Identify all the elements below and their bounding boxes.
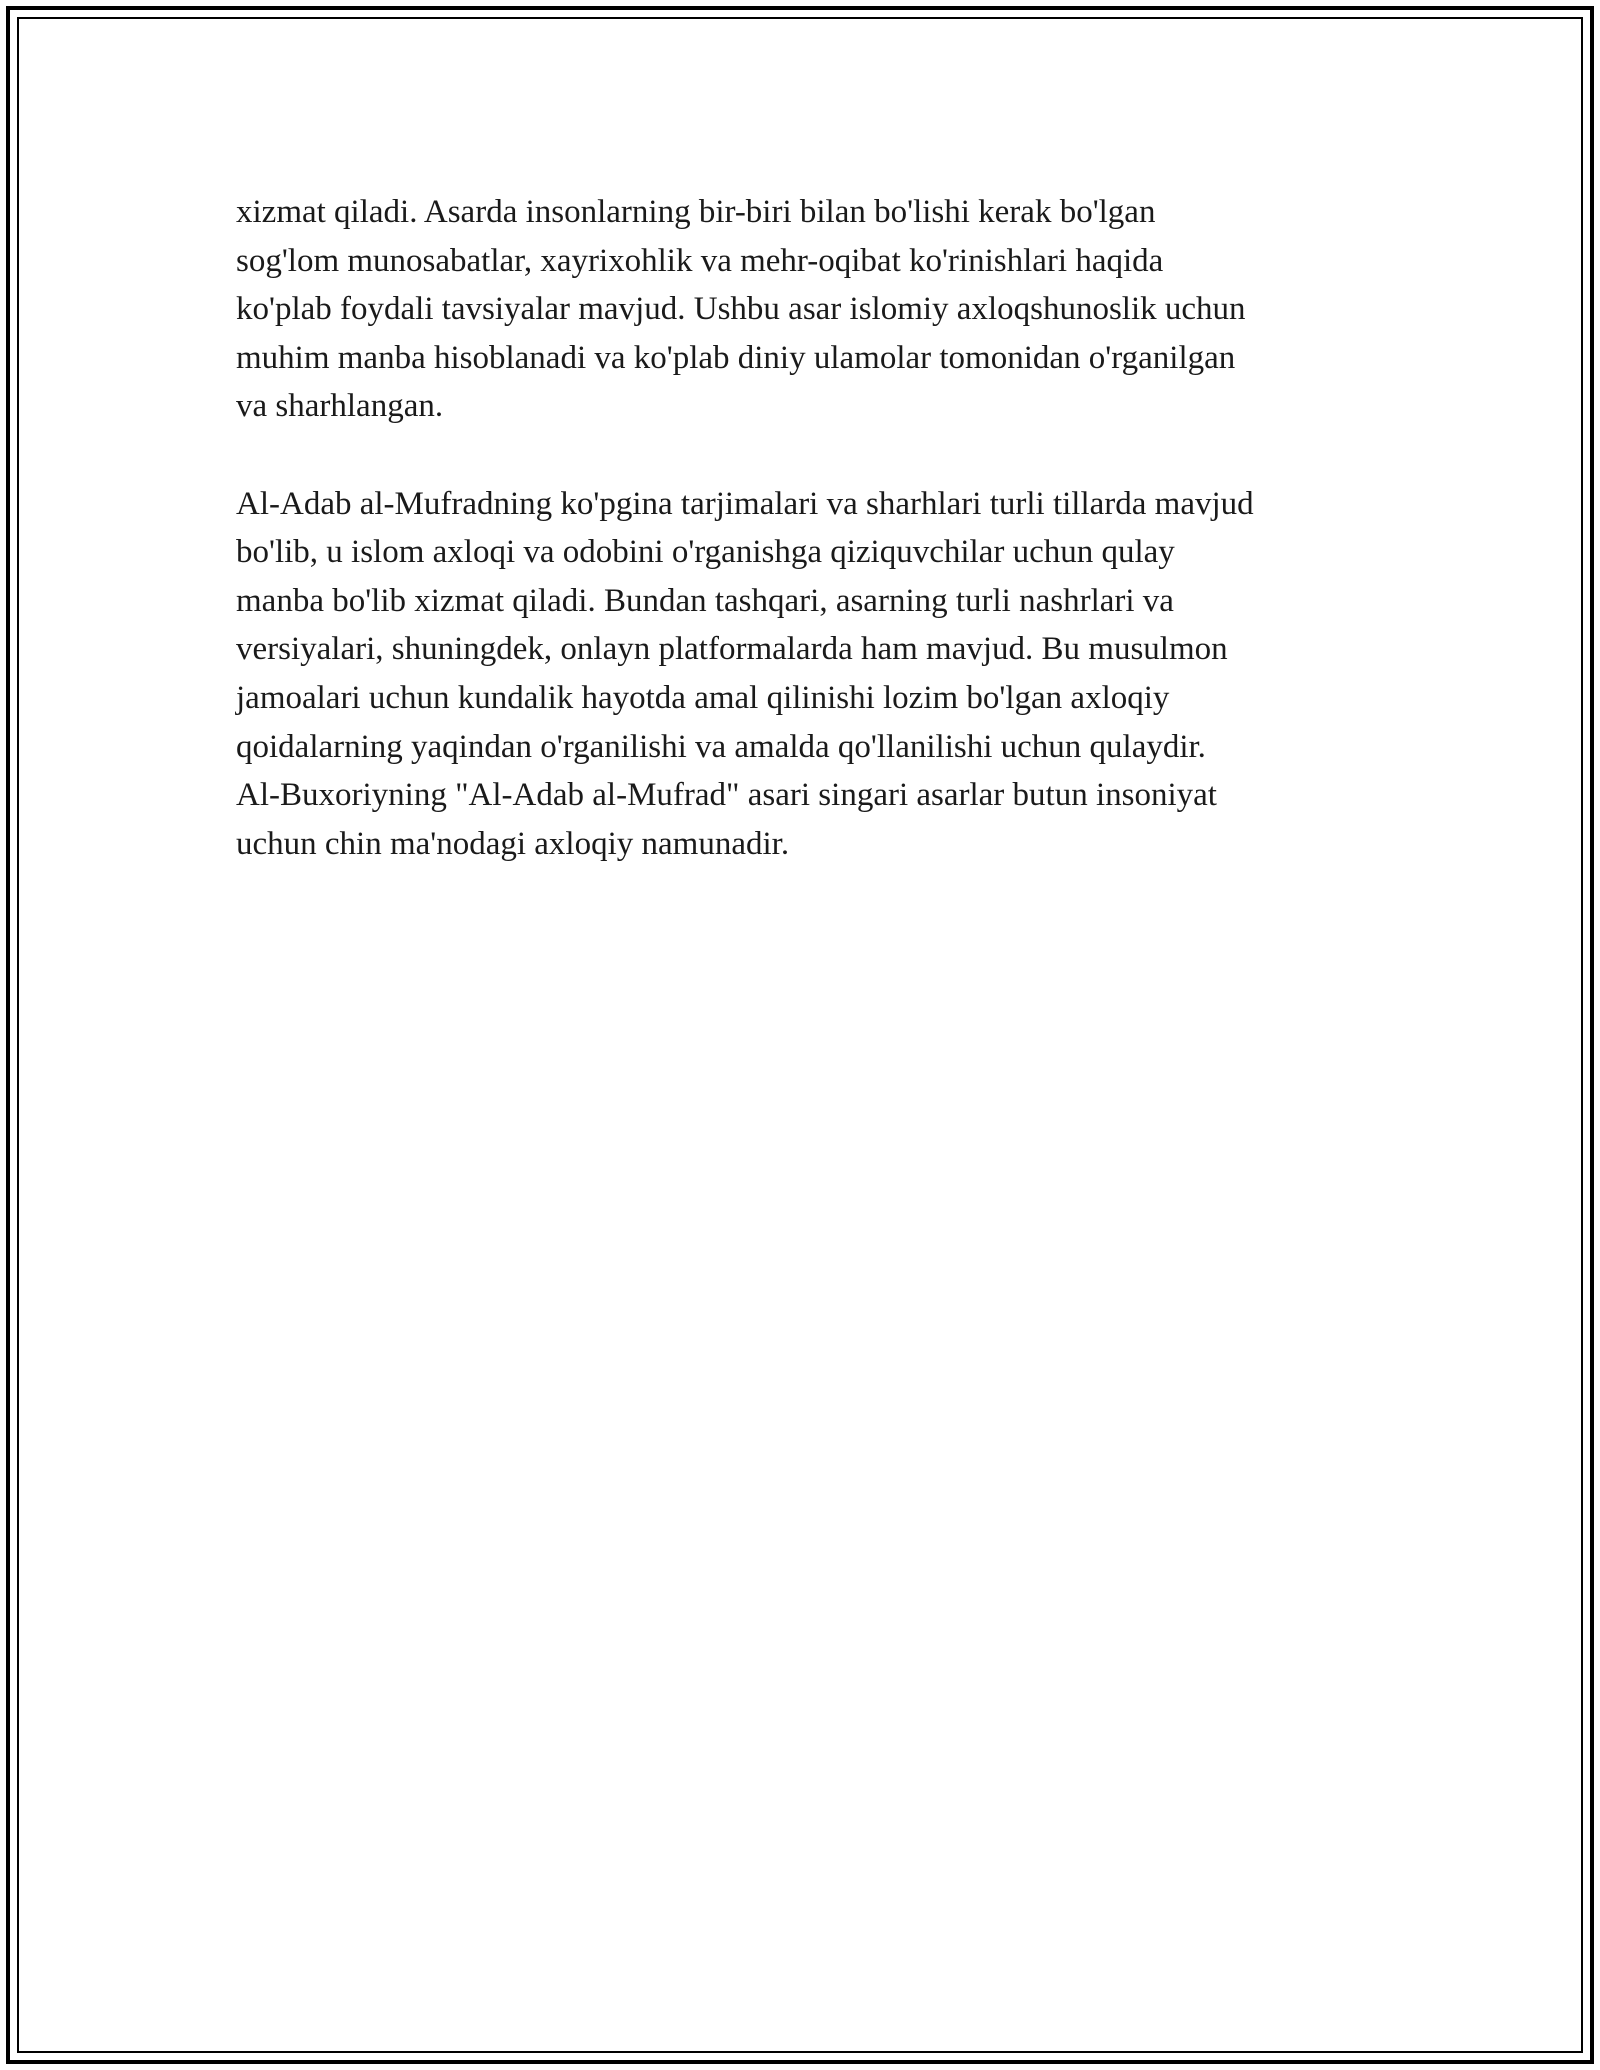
text-line: qoidalarning yaqindan o'rganilishi va amalda qo'llanilishi uchun qulaydir.: [236, 728, 1206, 765]
text-line: bo'lib, u islom axloqi va odobini o'rganishga qiziquvchilar uchun qulay: [236, 534, 1175, 571]
document-body: [236, 188, 1436, 868]
text-line: manba bo'lib xizmat qiladi. Bundan tashqari, asarning turli nashrlari va: [236, 582, 1174, 619]
text-line: xizmat qiladi. Asarda insonlarning bir-biri bilan bo'lishi kerak bo'lgan: [236, 194, 1156, 230]
text-line: jamoalari uchun kundalik hayotda amal qilinishi lozim bo'lgan axloqiy: [236, 679, 1170, 716]
text-line: sog'lom munosabatlar, xayrixohlik va mehr-oqibat ko'rinishlari haqida: [236, 242, 1164, 279]
text-line: muhim manba hisoblanadi va ko'plab diniy ulamolar tomonidan o'rganilgan: [236, 339, 1236, 376]
text-line: versiyalari, shuningdek, onlayn platformalarda ham mavjud. Bu musulmon: [236, 631, 1228, 668]
text-line: Al-Buxoriyning "Al-Adab al-Mufrad" asari singari asarlar butun insoniyat: [236, 777, 1217, 814]
text-line: uchun chin ma'nodagi axloqiy namunadir.: [236, 825, 790, 862]
paragraph-1: [236, 188, 1436, 431]
text-line: ko'plab foydali tavsiyalar mavjud. Ushbu asar islomiy axloqshunoslik uchun: [236, 291, 1246, 328]
paragraph-spacer: [236, 431, 1436, 480]
paragraph-2: [236, 480, 1436, 869]
text-line: Al-Adab al-Mufradning ko'pgina tarjimalari va sharhlari turli tillarda mavjud: [236, 485, 1254, 522]
text-line: va sharhlangan.: [236, 388, 444, 425]
